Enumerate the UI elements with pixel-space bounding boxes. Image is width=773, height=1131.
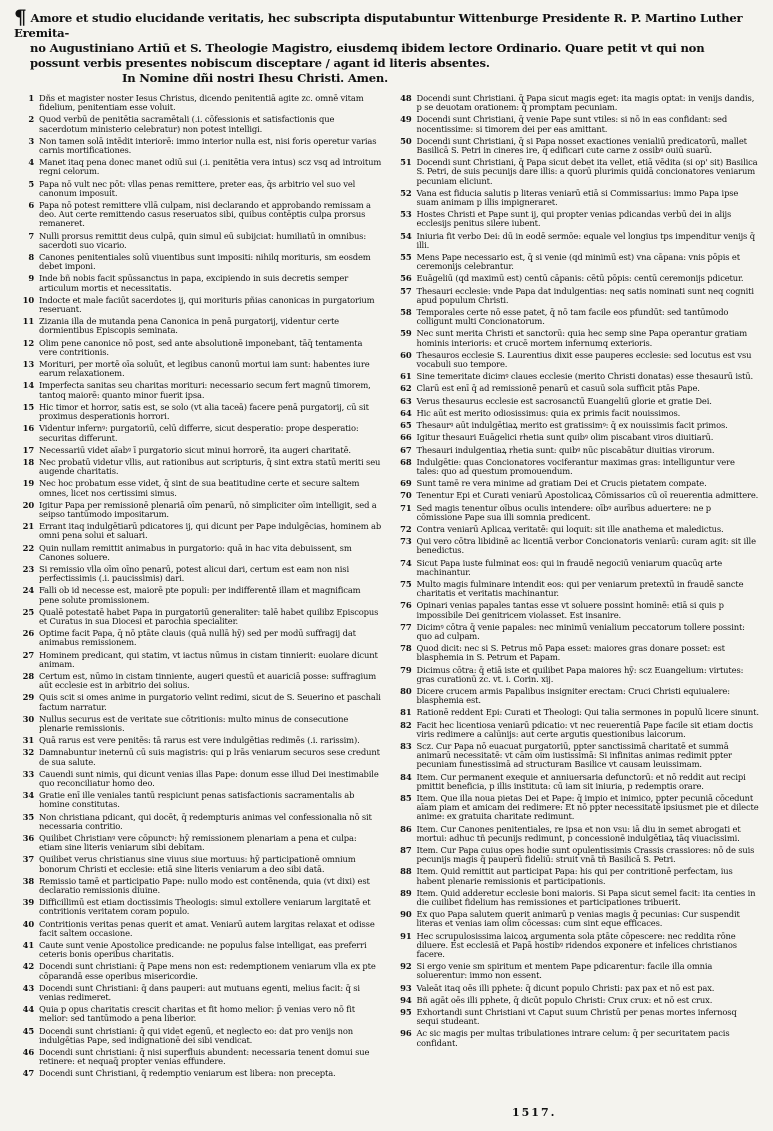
thesis-item [14, 984, 382, 1002]
thesis-number: 30 [22, 713, 34, 724]
thesis-item [392, 537, 760, 555]
thesis-text: Imperfecta sanitas seu charitas morituri: necessario secum fert magnū timorem, tantoq maiorē: quanto minor fuerit ipsa. [39, 380, 371, 400]
thesis-item [14, 232, 382, 250]
thesis-item [14, 770, 382, 788]
thesis-text: Si remissio vlla oīm oīno penarū, potest alicui dari, certum est eam non nisi perfectissimis (.i. paucissimis) dari. [39, 563, 349, 584]
thesis-item [392, 397, 760, 406]
thesis-number: 45 [22, 1025, 34, 1036]
thesis-text: Necessariū videt aīabꝰ ī purgatorio sicut minui horrorē, ita augeri charitatē. [39, 444, 351, 455]
thesis-text: Scz. Cur Papa nō euacuat purgatoriū, ppter sanctissimā charitatē et summā animarū necessitatē: vt cām oim iustissimā: Si infinitas animas redimit ppter pecuniam funestissimā ad structuram Basilice vt causam leuissimam. [416, 740, 732, 770]
thesis-number: 15 [22, 401, 34, 412]
thesis-number: 67 [400, 444, 412, 455]
thesis-text: Clarū est enī q̄ ad remissionē penarū et casuū sola sufficit ptās Pape. [416, 383, 700, 394]
thesis-text: Euāgeliū (qd maximū est) centū cāpanis: cētū pōpis: centū ceremonijs pdicetur. [416, 273, 744, 284]
thesis-item [392, 601, 760, 619]
thesis-item [392, 94, 760, 112]
thesis-item [392, 433, 760, 442]
thesis-text: Multo magis fulminare intendit eos: qui per veniarum pretextū in fraudē sancte charitatis et veritatis machinantur. [416, 578, 744, 599]
thesis-number: 49 [400, 114, 412, 125]
thesis-text: Videntur infernꝰ: purgatoriū, celū differre, sicut desperatio: prope desperatio: securitas differunt. [39, 423, 359, 443]
thesis-number: 39 [22, 897, 34, 908]
thesis-item [14, 672, 382, 690]
thesis-item [392, 421, 760, 430]
thesis-number: 65 [400, 420, 412, 431]
thesis-item [392, 274, 760, 283]
thesis-number: 7 [28, 230, 34, 241]
thesis-item [14, 479, 382, 497]
thesis-item [392, 580, 760, 598]
thesis-number: 12 [22, 337, 34, 348]
theses-columns [14, 94, 759, 1082]
thesis-number: 9 [28, 273, 34, 284]
thesis-text: Exhortandi sunt Christiani vt Caput suum Christū per penas mortes infernosq sequi studeant. [416, 1007, 737, 1027]
thesis-text: Sicut Papa iuste fulminat eos: qui in fraudē negociū veniarum quacūq arte machinantur. [416, 557, 723, 577]
thesis-text: Contritionis veritas penas querit et amat. Veniarū autem largitas relaxat et odisse facit saltem occasione. [39, 918, 375, 938]
thesis-number: 66 [400, 432, 412, 443]
thesis-number: 53 [400, 209, 412, 220]
thesis-number: 5 [28, 178, 34, 189]
thesis-text: Docendi sunt Christiani, q̄ redemptio veniarum est libera: non precepta. [39, 1068, 336, 1079]
thesis-number: 76 [400, 600, 412, 611]
thesis-text: Gratie enī ille veniales tantū respiciunt penas satisfactionis sacramentalis ab homine constitutas. [39, 790, 355, 810]
thesis-item [392, 996, 760, 1005]
thesis-text: Zizania illa de mutanda pena Canonica in penā purgatorij, videntur certe dormientibus Episcopis seminata. [39, 316, 339, 336]
thesis-text: Bñ agāt oēs illi pphete, q̄ dicūt populo Christi: Crux crux: et nō est crux. [416, 994, 713, 1005]
thesis-number: 37 [22, 854, 34, 865]
thesis-text: Item. Que illa noua pietas Dei et Pape: q̄ impio et inimico, ppter pecuniā cōcedunt aīam piam et amicam dei redimere: Et nō ppter necessitatē ipsiusmet pie et dilecte anime: ex gratuita charitate redimunt. [416, 793, 759, 822]
thesis-item [392, 491, 760, 500]
thesis-number: 74 [400, 557, 412, 568]
thesis-text: Item. Quid remittit aut participat Papa: his qui per contritionē perfectam, ius habent plenarie remissionis et participationis. [416, 866, 733, 886]
thesis-item [14, 736, 382, 745]
thesis-text: Hic timor et horror, satis est, se solo (vt alia taceā) facere penā purgatorij, cū sit proximus desperationis horrori. [39, 401, 369, 422]
thesis-number: 33 [22, 768, 34, 779]
thesis-text: Ex quo Papa salutem querit animarū p venias magis q̄ pecunias: Cur suspendit literas et venias iam olim cōcessas: cum sint eque efficaces. [416, 909, 740, 929]
right-column [392, 94, 760, 1082]
thesis-text: Tenentur Epi et Curati veniarū Apostolicaꝝ Cōmissarios cū oī reuerentia admittere. [416, 490, 759, 501]
thesis-number: 38 [22, 875, 34, 886]
thesis-number: 1 [28, 93, 34, 103]
thesis-number: 10 [22, 294, 34, 305]
thesis-item [14, 458, 382, 476]
thesis-number: 96 [400, 1028, 412, 1039]
thesis-item [14, 522, 382, 540]
thesis-number: 19 [22, 478, 34, 489]
thesis-text: Quā rarus est vere penitēs: tā rarus est vere indulgētias redimēs (.i. rarissim). [39, 735, 360, 746]
thesis-number: 16 [22, 423, 34, 434]
thesis-item [14, 403, 382, 421]
thesis-text: Nec probatū videtur vllis, aut rationibus aut scripturis, q̄ sint extra statū meriti seu augende charitatis. [39, 456, 381, 477]
thesis-text: Mens Pape necessario est, q̄ si venie (qd minimū est) vna cāpana: vnis pōpis et ceremonijs celebrantur. [416, 252, 740, 272]
thesis-item [14, 941, 382, 959]
thesis-item [14, 137, 382, 155]
thesis-item [14, 381, 382, 399]
thesis-item [392, 525, 760, 534]
thesis-item [14, 544, 382, 562]
thesis-number: 60 [400, 349, 412, 360]
thesis-text: Certum est, nūmo in cistam tinniente, augeri questū et auariciā posse: suffragium aūt ecclesie est in arbitrio dei solius. [39, 670, 377, 691]
thesis-number: 73 [400, 536, 412, 547]
thesis-item [14, 1069, 382, 1078]
thesis-item [392, 115, 760, 133]
thesis-item [392, 308, 760, 326]
thesis-item [392, 623, 760, 641]
thesis-number: 13 [22, 359, 34, 370]
thesis-item [14, 813, 382, 831]
thesis-text: Optime facit Papa, q̄ nō ptāte clauis (quā nullā hȳ) sed per modū suffragij dat animabus remissionem. [39, 628, 356, 648]
thesis-item [392, 910, 760, 928]
thesis-item [392, 687, 760, 705]
thesis-text: Non tamen solā intēdit interiorē: immo interior nulla est, nisi foris operetur varias carnis mortificationes. [39, 135, 377, 156]
thesis-item [392, 794, 760, 822]
thesis-number: 64 [400, 407, 412, 418]
thesis-text: Nec hoc probatum esse videt, q̄ sint de sua beatitudine certe et secure saltem omnes, licet nos certissimi simus. [39, 478, 360, 498]
thesis-item [14, 586, 382, 604]
thesis-item [14, 791, 382, 809]
thesis-text: Quilibet verus christianus sine viuus siue mortuus: hȳ participationē omnium bonorum Christi et ecclesie: etiā sine literis veniarum a deo sibi datā. [39, 854, 356, 874]
thesis-text: Nec sunt merita Christi et sanctorū: quia hec semp sine Papa operantur gratiam hominis interioris: et crucē mortem infernumq exterioris. [416, 328, 748, 348]
thesis-text: Indulgētie: quas Concionatores vociferantur maximas gras: intelliguntur vere tales: quo ad questum promouendum. [416, 456, 735, 476]
thesis-item [392, 210, 760, 228]
thesis-item [392, 351, 760, 369]
thesis-number: 40 [22, 918, 34, 929]
thesis-number: 55 [400, 252, 412, 263]
thesis-number: 24 [22, 585, 34, 596]
thesis-text: Temporales certe nō esse patet, q̄ nō tam facile eos pfundūt: sed tantūmodo colligunt multi Concionatorum. [416, 307, 729, 327]
thesis-text: Errant itaq indulgētiarū pdicatores ij, qui dicunt per Pape indulgēcias, hominem ab omni pena solui et saluari. [39, 521, 382, 541]
thesis-item [14, 1027, 382, 1045]
thesis-number: 95 [400, 1007, 412, 1018]
thesis-text: Thesauri indulgentiaꝝ rhetia sunt: quibꝰ nūc piscabātur diuitias virorum. [416, 444, 715, 455]
thesis-number: 82 [400, 719, 412, 730]
thesis-number: 17 [22, 444, 34, 455]
thesis-number: 63 [400, 395, 412, 406]
thesis-item [14, 1048, 382, 1066]
thesis-text: Verus thesaurus ecclesie est sacrosanctū Euangeliū glorie et gratie Dei. [416, 395, 712, 406]
thesis-text: Non christiana pdicant, qui docēt, q̄ redempturis animas vel confessionalia nō sit necessaria contritio. [39, 811, 372, 831]
thesis-text: Item. Cur permanent exequie et anniuersaria defunctorū: et nō reddit aut recipi pmittit beneficia, p illis instituta: cū iam sit iniuria, p redemptis orare. [416, 771, 746, 791]
thesis-item [14, 317, 382, 335]
thesis-number: 26 [22, 628, 34, 639]
thesis-number: 32 [22, 747, 34, 758]
thesis-number: 88 [400, 866, 412, 877]
thesis-item [14, 446, 382, 455]
thesis-item [392, 742, 760, 770]
thesis-item [392, 889, 760, 907]
thesis-number: 48 [400, 93, 412, 103]
thesis-number: 28 [22, 670, 34, 681]
thesis-text: Nulli prorsus remittit deus culpā, quin simul eū subijciat: humiliatū in omnibus: sacerdoti suo vicario. [39, 230, 367, 250]
pilcrow-mark: ¶ [14, 5, 27, 29]
thesis-text: Docendi sunt Christiani. q̄ Papa sicut magis eget: ita magis optat: in venijs dandis, p se deuotam orationem: q̄ promptam pecuniam. [416, 93, 755, 113]
header-line-1: Amore et studio elucidande veritatis, hec subscripta disputabuntur Wittenburge Presidente R. P. Martino Luther Eremita- [14, 11, 743, 40]
thesis-item [392, 962, 760, 980]
thesis-text: Hec scrupulosissima laicoꝝ argumenta sola ptāte cōpescere: nec reddita rōne diluere. Est ecclesiā et Papā hostibꝰ ridendos exponere et infelices christianos facere. [416, 930, 737, 960]
thesis-text: Dñs et magister noster Iesus Christus, dicendo penitentiā agite zc. omnē vitam fidelium, penitentiam esse voluit. [39, 93, 364, 113]
thesis-text: Docendi sunt Christiani: q̄ dans pauperi: aut mutuans egenti, melius facit: q̄ si venias redimeret. [39, 982, 360, 1003]
thesis-number: 22 [22, 542, 34, 553]
thesis-text: Sed magis tenentur oībus oculis intendere: oībꝰ aurībus aduertere: ne p cōmissione Pape sua illi somnia predicent. [416, 502, 711, 522]
thesis-number: 43 [22, 982, 34, 993]
thesis-text: Qualē potestatē habet Papa in purgatoriū generaliter: talē habet quilibz Episcopus et Curatus in sua Diocesi et parochia specialiter. [39, 606, 379, 626]
thesis-item [14, 424, 382, 442]
thesis-number: 89 [400, 887, 412, 898]
thesis-number: 44 [22, 1004, 34, 1015]
thesis-text: Contra veniarū Aplicaꝝ veritatē: qui loquit: sit ille anathema et maledictus. [416, 523, 724, 534]
thesis-item [14, 855, 382, 873]
thesis-number: 80 [400, 685, 412, 696]
thesis-number: 68 [400, 456, 412, 467]
thesis-text: Docendi sunt Christiani, q̄ venie Pape sunt vtiles: si nō in eas confidant: sed nocentissime: si timorem dei per eas amittant. [416, 114, 728, 134]
thesis-text: Papa nō vult nec pōt: vllas penas remittere, preter eas, q̄s arbitrio vel suo vel canonum imposuit. [39, 178, 356, 198]
thesis-item [14, 693, 382, 711]
thesis-number: 94 [400, 994, 412, 1005]
thesis-text: Thesauri ecclesie: vnde Papa dat indulgentias: neq satis nominati sunt neq cogniti apud populum Christi. [416, 285, 754, 305]
thesis-item [14, 1005, 382, 1023]
thesis-number: 42 [22, 961, 34, 972]
thesis-number: 72 [400, 523, 412, 534]
thesis-text: Papa nō potest remittere vllā culpam, nisi declarando et approbando remissam a deo. Aut certe remittendo casus reseruatos sibi, quibus contēptis culpa prorsus remaneret. [39, 200, 371, 229]
thesis-item [14, 360, 382, 378]
thesis-number: 18 [22, 456, 34, 467]
left-column [14, 94, 382, 1082]
thesis-text: Falli ob id necesse est, maiorē pte populi: per indifferentē illam et magnificam pene solute promissionem. [39, 585, 361, 605]
thesis-number: 93 [400, 982, 412, 993]
header-block [14, 5, 759, 86]
thesis-text: Valeāt itaq oēs illi pphete: q̄ dicunt populo Christi: pax pax et nō est pax. [416, 982, 715, 993]
thesis-number: 27 [22, 649, 34, 660]
thesis-item [14, 253, 382, 271]
thesis-text: Hostes Christi et Pape sunt ij, qui propter venias pdicandas verbū dei in alijs ecclesijs penitus silere iubent. [416, 209, 732, 229]
thesis-item [392, 773, 760, 791]
thesis-item [14, 501, 382, 519]
thesis-item [392, 384, 760, 393]
thesis-number: 4 [28, 157, 34, 168]
thesis-text: Vana est fiducia salutis p literas veniarū etiā si Commissarius: immo Papa ipse suam animam p illis impigneraret. [416, 187, 739, 208]
thesis-text: Sunt tamē re vera minime ad gratiam Dei et Crucis pietatem compate. [416, 478, 707, 489]
thesis-number: 92 [400, 961, 412, 972]
thesis-item [392, 666, 760, 684]
thesis-item [392, 559, 760, 577]
thesis-item [14, 877, 382, 895]
thesis-text: Opinari venias papales tantas esse vt soluere possint hominē: etiā si quis p impossibile Dei genitricem violasset. Est insanire. [416, 600, 724, 620]
thesis-text: Rationē reddent Epi: Curati et Theologi: Qui talia sermones in populū licere sinunt. [416, 707, 759, 718]
thesis-text: Remissio tamē et participatio Pape: nullo modo est contēnenda, quia (vt dixi) est declaratio remissionis diuine. [39, 875, 370, 896]
thesis-text: Manet itaq pena donec manet odiū sui (.i. penitētia vera intus) scz vsq ad introitum regni celorum. [39, 157, 382, 177]
thesis-number: 23 [22, 563, 34, 574]
thesis-number: 83 [400, 740, 412, 751]
thesis-number: 69 [400, 478, 412, 489]
thesis-number: 51 [400, 157, 412, 168]
thesis-item [392, 446, 760, 455]
thesis-item [14, 94, 382, 112]
thesis-number: 52 [400, 187, 412, 198]
header-line-4: In Nomine dñi nostri Ihesu Christi. Amen. [122, 71, 388, 85]
thesis-item [14, 651, 382, 669]
thesis-number: 57 [400, 285, 412, 296]
thesis-number: 6 [28, 200, 34, 211]
thesis-number: 34 [22, 790, 34, 801]
thesis-item [392, 189, 760, 207]
thesis-text: Igitur thesauri Euāgelici rhetia sunt quibꝰ olim piscabant viros diuitiarū. [416, 432, 714, 443]
thesis-number: 54 [400, 230, 412, 241]
thesis-item [14, 158, 382, 176]
thesis-item [14, 296, 382, 314]
thesis-text: Iniuria fit verbo Dei: dū in eodē sermōe: equale vel longius tps impenditur venijs q̄ illi. [416, 230, 755, 250]
thesis-text: Ac sic magis per multas tribulationes intrare celum: q̄ per securitatem pacis confidant. [416, 1028, 730, 1048]
thesis-item [14, 715, 382, 733]
thesis-number: 75 [400, 578, 412, 589]
thesis-number: 81 [400, 707, 412, 718]
thesis-number: 59 [400, 328, 412, 339]
thesis-number: 3 [28, 135, 34, 146]
thesis-text: Quin nullam remittit animabus in purgatorio: quā in hac vita debuissent, sm Canones soluere. [39, 542, 352, 562]
thesis-text: Hic aūt est merito odiosissimus: quia ex primis facit nouissimos. [416, 407, 681, 418]
thesis-item [392, 1008, 760, 1026]
thesis-number: 58 [400, 307, 412, 318]
thesis-number: 25 [22, 606, 34, 617]
thesis-item [392, 932, 760, 960]
thesis-item [392, 287, 760, 305]
thesis-number: 31 [22, 735, 34, 746]
thesis-number: 85 [400, 793, 412, 803]
thesis-number: 2 [28, 114, 34, 125]
thesis-text: Thesauros ecclesie S. Laurentius dixit esse pauperes ecclesie: sed locutus est vsu vocabuli suo tempore. [416, 349, 752, 370]
thesis-item [392, 644, 760, 662]
thesis-text: Quod dicit: nec si S. Petrus mō Papa esset: maiores gras donare posset: est blasphemia in S. Petrum et Papam. [416, 643, 725, 663]
thesis-text: Docendi sunt christiani: q̄ qui videt egenū, et neglecto eo: dat pro venijs non indulgētias Pape, sed indignationē dei sibi vendicat. [39, 1025, 354, 1045]
thesis-text: Quod verbū de penitētia sacramētali (.i. cōfessionis et satisfactionis que sacerdotum ministerio celebratur) non potest intelligi. [39, 114, 335, 134]
thesis-text: Facit hec licentiosa veniarū pdicatio: vt nec reuerentiā Pape facile sit etiam doctis viris redimere a calūnijs: aut certe argutis questionibus laicorum. [416, 719, 753, 739]
thesis-number: 78 [400, 643, 412, 654]
thesis-number: 61 [400, 371, 412, 382]
thesis-text: Item. Cur Canones penitentiales, re ipsa et non vsu: iā diu in semet abrogati et mortui: adhuc tñ pecunijs redimunt, p concessionē indulgētiaꝝ tāq viuacissimi. [416, 823, 741, 843]
thesis-text: Dicimus cōtra: q̄ etiā iste et quilibet Papa maiores hȳ: scz Euangelium: virtutes: gras curationū zc. vt. i. Corin. xij. [416, 664, 744, 684]
thesis-item [392, 372, 760, 381]
thesis-text: Dicere crucem armis Papalibus insigniter erectam: Cruci Christi equiualere: blasphemia est. [416, 685, 730, 706]
thesis-text: Thesaurꝰ aūt indulgētiaꝝ merito est gratissimꝰ: q̄ ex nouissimis facit primos. [416, 420, 728, 431]
thesis-number: 86 [400, 823, 412, 834]
thesis-item [392, 232, 760, 250]
thesis-text: Nullus securus est de veritate sue cōtritionis: multo minus de consecutione plenarie remissionis. [39, 713, 349, 733]
thesis-item [392, 504, 760, 522]
thesis-item [392, 846, 760, 864]
thesis-number: 71 [400, 502, 412, 513]
thesis-item [392, 253, 760, 271]
thesis-item [392, 458, 760, 476]
thesis-text: Qui vero cōtra libidinē ac licentiā verbor Concionatoris veniarū: curam agit: sit ille benedictus. [416, 536, 756, 556]
thesis-item [14, 629, 382, 647]
thesis-item [14, 274, 382, 292]
thesis-item [392, 867, 760, 885]
thesis-item [392, 825, 760, 843]
thesis-number: 62 [400, 383, 412, 394]
thesis-text: Damnabuntur ineternū cū suis magistris: qui p lrās veniarum securos sese credunt de sua salute. [39, 747, 380, 767]
thesis-number: 79 [400, 664, 412, 675]
thesis-number: 46 [22, 1047, 34, 1058]
thesis-item [392, 409, 760, 418]
thesis-text: Item. Quid adderetur ecclesie boni maioris. Si Papa sicut semel facit: ita centies in die cuilibet fidelium has remissiones et participationes tribuerit. [416, 887, 756, 908]
header-line-2: no Augustiniano Artiū et S. Theologie Magistro, eiusdemq ibidem lectore Ordinario. Quare petit vt qui non [30, 41, 705, 55]
thesis-item [14, 962, 382, 980]
thesis-text: Hominem predicant, qui statim, vt iactus nūmus in cistam tinnierit: euolare dicunt animam. [39, 649, 378, 669]
thesis-text: Dicimꝰ cōtra q̄ venie papales: nec minimū venialium peccatorum tollere possint: quo ad culpam. [416, 621, 745, 641]
thesis-number: 36 [22, 833, 34, 844]
thesis-number: 41 [22, 940, 34, 951]
thesis-text: Morituri, per mortē oīa soluūt, et legibus canonū mortui iam sunt: habentes iure earum relaxationem. [39, 359, 370, 379]
thesis-item [14, 339, 382, 357]
thesis-text: Quis scit si omes anime in purgatorio velint redimi, sicut de S. Seuerino et paschali factum narratur. [39, 692, 381, 712]
thesis-item [14, 898, 382, 916]
thesis-item [392, 137, 760, 155]
thesis-number: 84 [400, 771, 412, 782]
thesis-number: 8 [28, 252, 34, 263]
thesis-item [392, 1029, 760, 1047]
thesis-number: 35 [22, 811, 34, 822]
thesis-text: Docendi sunt Christiani, q̄ si Papa nosset exactiones venialiū predicatorū, mallet Basilicā S. Petri in cineres ire, q̄ edificari cute carne z ossibꝰ ouiū suarū. [416, 135, 747, 156]
thesis-item [392, 479, 760, 488]
thesis-text: Igitur Papa per remissionē plenariā oīm penarū, nō simpliciter oīm intelligit, sed a seipso tantūmodo impositarum. [39, 499, 377, 519]
thesis-text: Docendi sunt Christiani, q̄ Papa sicut debet ita vellet, etiā vēdita (si op' sit) Basilica S. Petri, de suis pecunijs dare illis: a quorū plurimis quidā concionatores veniarum pecuniam eliciunt. [416, 157, 758, 186]
thesis-item [392, 708, 760, 717]
thesis-number: 21 [22, 521, 34, 532]
thesis-item [14, 920, 382, 938]
thesis-text: Difficillimū est etiam doctissimis Theologis: simul extollere veniarum largitatē et contritionis veritatem coram populo. [39, 897, 371, 917]
thesis-number: 87 [400, 845, 412, 856]
thesis-text: Sine temeritate dicimꝰ claues ecclesie (merito Christi donatas) esse thesaurū istū. [416, 371, 753, 382]
thesis-number: 11 [22, 316, 34, 327]
thesis-item [14, 180, 382, 198]
thesis-text: Item. Cur Papa cuius opes hodie sunt opulentissimis Crassis crassiores: nō de suis pecunijs magis q̄ pauperū fideliū: struit vnā tñ Basilicā S. Petri. [416, 845, 755, 865]
thesis-text: Si ergo venie sm spiritum et mentem Pape pdicarentur: facile illa omnia soluerentur: immo non essent. [416, 961, 713, 981]
thesis-text: Quia p opus charitatis crescit charitas et fit homo melior: p̄ venias vero nō fit melior: sed tantūmodo a pena liberior. [39, 1004, 355, 1024]
thesis-number: 47 [22, 1068, 34, 1079]
thesis-item [392, 721, 760, 739]
thesis-number: 90 [400, 909, 412, 920]
thesis-item [14, 834, 382, 852]
thesis-text: Quilibet Christianꝰ vere cōpunctꝰ: hȳ remissionem plenariam a pena et culpa: etiam sine literis veniarum sibi debitam. [39, 833, 357, 853]
thesis-number: 29 [22, 692, 34, 703]
thesis-number: 14 [22, 380, 34, 391]
thesis-number: 70 [400, 490, 412, 501]
thesis-item [14, 201, 382, 229]
thesis-item [14, 608, 382, 626]
year-mark: 1517. [512, 1106, 557, 1119]
thesis-number: 77 [400, 621, 412, 632]
thesis-number: 50 [400, 135, 412, 146]
header-line-3: possunt verbis presentes nobiscum disceptare / agant id literis absentes. [30, 56, 490, 70]
thesis-number: 56 [400, 273, 412, 284]
thesis-item [14, 565, 382, 583]
thesis-item [14, 748, 382, 766]
thesis-text: Inde bñ nobis facit spūssanctus in papa, excipiendo in suis decretis semper articulum mortis et necessitatis. [39, 273, 349, 293]
thesis-item [392, 984, 760, 993]
thesis-text: Canones penitentiales solū viuentibus sunt impositi: nihilq morituris, sm eosdem debet imponi. [39, 252, 371, 272]
thesis-text: Olim pene canonice nō post, sed ante absolutionē imponebant, tāq̄ tentamenta vere contritionis. [39, 337, 363, 357]
thesis-text: Docendi sunt christiani: q̄ Pape mens non est: redemptionem veniarum vlla ex pte cōparandā esse operibus misericordie. [39, 961, 376, 981]
thesis-number: 20 [22, 499, 34, 510]
thesis-item [14, 115, 382, 133]
thesis-item [392, 158, 760, 186]
thesis-text: Indocte et male faciūt sacerdotes ij, qui morituris pñias canonicas in purgatorium reseruant. [39, 294, 375, 315]
thesis-item [392, 329, 760, 347]
thesis-text: Caute sunt venie Apostolice predicande: ne populus false intelligat, eas preferri ceteris bonis operibus charitatis. [39, 940, 367, 960]
thesis-text: Cauendi sunt nimis, qui dicunt venias illas Pape: donum esse illud Dei inestimabile quo reconciliatur homo deo. [39, 768, 379, 788]
thesis-number: 91 [400, 930, 412, 941]
thesis-text: Docendi sunt christiani: q̄ nisi superfluis abundent: necessaria tenent domui sue retinere: et nequaq̄ propter venias effundere. [39, 1047, 370, 1067]
